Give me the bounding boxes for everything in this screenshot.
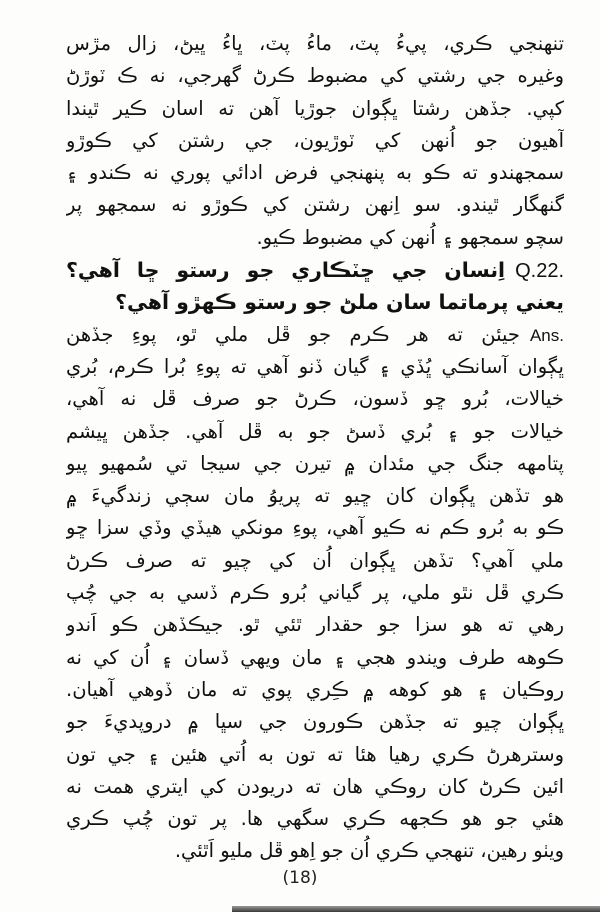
- question-text: اِنسان جي ڇٽڪاري جو رستو ڇا آهي؟: [66, 258, 506, 283]
- text-line: خيالات جو ۽ بُري ڏسڻ جو به ڦل آهي. جڏهن ڀيشم: [66, 419, 564, 443]
- answer-label: Ans.: [529, 325, 564, 345]
- text-line: آهيون جو اُنهن کي ٽوڙيون، جي رشتن کي ڪوڙو: [66, 128, 564, 152]
- text-line: ملي آهي؟ تڏهن ڀڳوان اُن کي چيو ته صرف ڪرڻ: [66, 548, 564, 572]
- text-line: گنهگار ٿيندو. سو اِنهن رشتن کي ڪوڙو نه سمجهو پر: [66, 193, 564, 217]
- document-page: [66, 28, 564, 868]
- text-line: ڪوهه طرف ويندو هجي ۽ مان ويهي ڏسان ۽ اُن کي نه: [66, 645, 564, 669]
- answer-first-line: [66, 319, 564, 351]
- question-label: Q.22.: [515, 260, 564, 283]
- text-line: ڪري ڦل نٿو ملي، پر گياني بُرو ڪرم ڏسي به جي چُپ: [66, 581, 564, 605]
- text-line: کپي. جڏهن رشتا ڀڳوان جوڙيا آهن ته اسان ڪير ٿيندا: [66, 96, 564, 120]
- text-line: هو تڏهن ڀڳوان کان ڇيو ته پريوُ مان سڄي زندگيءَ ۾: [66, 484, 564, 508]
- page-number: (18): [282, 868, 318, 888]
- text-line: ڀڳوان چيو ته جڏهن ڪورون جي سڀا ۾ دروپديءَ جو: [66, 710, 564, 734]
- text-line: ويٺو رهين، تنهجي ڪري اُن جو اِهو ڦل مليو اَٿئي.: [174, 839, 564, 863]
- text-line: سمجهندو ته ڪو به پنهنجي فرض ادائي پوري نه ڪندو ۽: [66, 161, 564, 185]
- question-heading-line: يعني پرماتما سان ملڻ جو رستو ڪهڙو آهي؟: [115, 290, 564, 315]
- text-line: سچو سمجهو ۽ اُنهن کي مضبوط ڪيو.: [256, 225, 564, 249]
- text-line: ائين ڪرڻ کان روڪي هان ته دريودن کي ايتري همت نه: [66, 774, 564, 798]
- page-edge-shadow: [232, 906, 600, 912]
- text-line: هئي جو هو ڪجهه ڪري سگهي ها. پر تون چُپ ڪري: [66, 807, 564, 831]
- text-line: پتامهه جنگ جي مئدان ۾ تيرن جي سيجا تي سُمهيو پيو: [66, 451, 564, 475]
- answer-text: جيئن ته هر ڪرم جو ڦل ملي ٿو، پوءِ جڏهن: [66, 322, 520, 346]
- text-line: ڀڳوان آسانڪي ڀُڏي ۽ گيان ڏنو آهي ته پوءِ بُرا ڪرم، بُري: [66, 354, 564, 378]
- text-line: وسترهرڻ ڪري رهيا هئا ته تون به اُتي هئين ۽ جي تون: [66, 742, 564, 766]
- text-line: خيالات، بُرو ڇو ڏسون، ڪرڻ جو صرف ڦل نه آهي،: [66, 387, 564, 411]
- text-line: تنهنجي ڪري، پيءُ پٽ، ماءُ پٽ، ڀاءُ ڀيڻ، زال مڙس: [66, 32, 564, 55]
- question-heading-line: [66, 254, 564, 286]
- text-line: رهي ته هو سزا جو حقدار ٿئي ٿو. جيڪڏهن ڪو اَندو: [66, 613, 564, 637]
- text-line: ڪو به بُرو ڪم نه ڪيو آهي، پوءِ مونکي هيڏي وڏي سزا ڇو: [66, 516, 564, 540]
- text-line: وغيره جي رشتي کي مضبوط ڪرڻ گهرجي، نه ڪ ٽوڙڻ: [66, 64, 564, 88]
- text-line: روڪيان ۽ هو کوهه ۾ ڪِري پوي ته مان ڏوهي آهيان.: [66, 677, 564, 701]
